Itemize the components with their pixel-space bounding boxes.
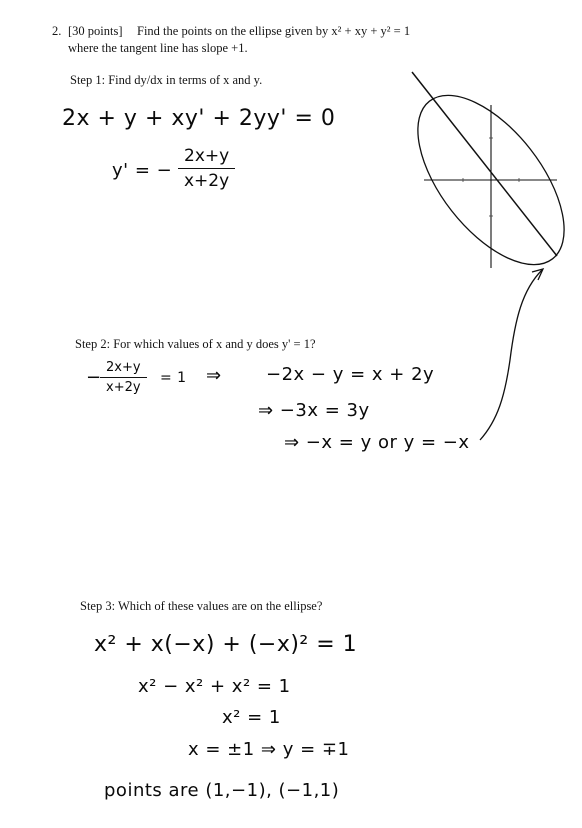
step1-implicit-derivative: 2x + y + xy' + 2yy' = 0: [62, 106, 336, 131]
step2-negative-sign: −: [86, 367, 102, 388]
step3-simplify: x² − x² + x² = 1: [138, 676, 291, 697]
sketch-line-y-equals-neg-x: [412, 72, 557, 256]
problem-points: [30 points]: [68, 24, 123, 38]
step3-x-squared: x² = 1: [222, 707, 281, 728]
connector-arrow: [480, 270, 542, 440]
step2-prompt: Step 2: For which values of x and y does y' = 1?: [75, 337, 316, 351]
step3-substitution: x² + x(−x) + (−x)² = 1: [94, 632, 358, 657]
problem-statement-line2: where the tangent line has slope +1.: [68, 41, 248, 55]
step1-y-prime-lhs: y' = −: [112, 160, 173, 181]
step1-numerator: 2x+y: [178, 146, 235, 169]
step1-prompt: Step 1: Find dy/dx in terms of x and y.: [70, 73, 263, 87]
step2-implies-arrow: ⇒: [206, 365, 222, 386]
step3-solutions: x = ±1 ⇒ y = ∓1: [188, 739, 350, 760]
step2-relation: ⇒ −x = y or y = −x: [284, 432, 470, 453]
step2-numerator: 2x+y: [100, 360, 147, 378]
step2-denominator: x+2y: [106, 380, 141, 395]
step2-simplified: ⇒ −3x = 3y: [258, 400, 370, 421]
step3-prompt: Step 3: Which of these values are on the ellipse?: [80, 599, 323, 613]
step3-points-answer: points are (1,−1), (−1,1): [104, 780, 340, 801]
step1-denominator: x+2y: [184, 171, 230, 191]
problem-number: 2.: [52, 24, 62, 38]
problem-statement-line1: Find the points on the ellipse given by x² + xy + y² = 1: [137, 24, 411, 38]
step2-cleared-equation: −2x − y = x + 2y: [266, 364, 435, 385]
step2-equals-one: = 1: [160, 370, 187, 386]
